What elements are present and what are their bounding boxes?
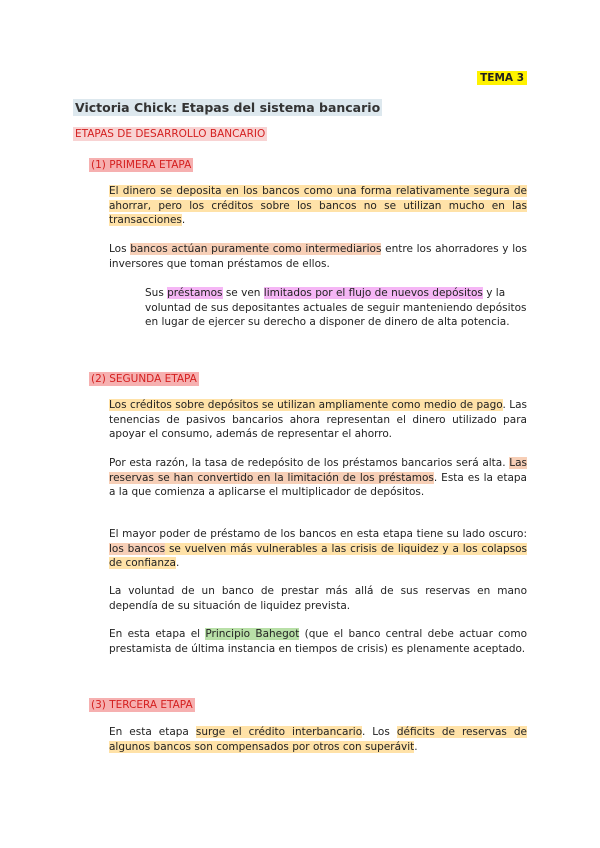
text: entre los ahorradores y los inversores que toman préstamos de ellos.: [109, 243, 528, 270]
section-subtitle: ETAPAS DE DESARROLLO BANCARIO: [75, 128, 266, 140]
highlight: bancos actúan puramente como intermediarios: [130, 243, 382, 255]
text: El mayor poder de préstamo de los bancos en esta etapa tiene su lado oscuro:: [109, 528, 527, 540]
paragraph: [145, 286, 527, 330]
highlight: limitados por el flujo de nuevos depósitos: [263, 287, 483, 299]
section-heading-1: (1) PRIMERA ETAPA: [91, 159, 192, 171]
paragraph: [109, 725, 527, 754]
highlight: Principio Bahegot: [205, 628, 300, 640]
text: Por esta razón, la tasa de redepósito de los préstamos bancarios será alta.: [109, 457, 510, 469]
section-heading-3: (3) TERCERA ETAPA: [91, 699, 193, 711]
highlight: se vuelven más vulnerables a las crisis de liquidez y a los colapsos de confianza: [109, 542, 527, 569]
text: . Los: [361, 726, 397, 738]
paragraph: [109, 456, 527, 500]
text: Sus: [145, 287, 168, 299]
paragraph: [109, 184, 527, 228]
paragraph: [109, 627, 527, 656]
text: .: [175, 557, 180, 569]
text: Los: [109, 243, 131, 255]
highlight: surge el crédito interbancario: [195, 726, 362, 738]
text: En esta etapa: [109, 726, 196, 738]
paragraph: [109, 398, 527, 442]
highlight: déficits de reservas de algunos bancos son compensados por otros con superávit: [109, 726, 527, 753]
highlight: Las reservas se han convertido en la limitación de los préstamos: [109, 457, 527, 484]
text: .: [414, 740, 418, 753]
paragraph: [109, 527, 527, 571]
text: En esta etapa el: [109, 628, 206, 640]
highlight: El dinero se deposita en los bancos como una forma relativamente segura de ahorrar, pero los créditos sobre los bancos no se utilizan mucho en las transacciones: [109, 185, 527, 226]
text: . Esta es la etapa a la que comienza a aplicarse el multiplicador de depósitos.: [109, 471, 527, 498]
paragraph: [109, 242, 527, 271]
highlight: Los créditos sobre depósitos se utilizan ampliamente como medio de pago: [109, 399, 503, 411]
text: y la voluntad de sus depositantes actuales de seguir manteniendo depósitos en lugar de ejercer su derecho a disponer de dinero de alta potencia.: [145, 287, 527, 328]
text: .: [181, 214, 186, 226]
text: (que el banco central debe actuar como prestamista de última instancia en tiempos de crisis) es plenamente aceptado.: [109, 628, 528, 655]
topic-label: TEMA 3: [477, 71, 527, 85]
highlight: préstamos: [167, 287, 223, 299]
paragraph: La voluntad de un banco de prestar más allá de sus reservas en mano dependía de su situación de liquidez prevista.: [109, 585, 527, 612]
document-title: Victoria Chick: Etapas del sistema bancario: [75, 100, 381, 115]
text: . Las tenencias de pasivos bancarios ahora representan el dinero utilizado para apoyar el consumo, además de representar el ahorro.: [109, 399, 527, 440]
highlight: los bancos: [109, 542, 166, 555]
text: se ven: [222, 287, 264, 299]
section-heading-2: (2) SEGUNDA ETAPA: [91, 373, 197, 385]
